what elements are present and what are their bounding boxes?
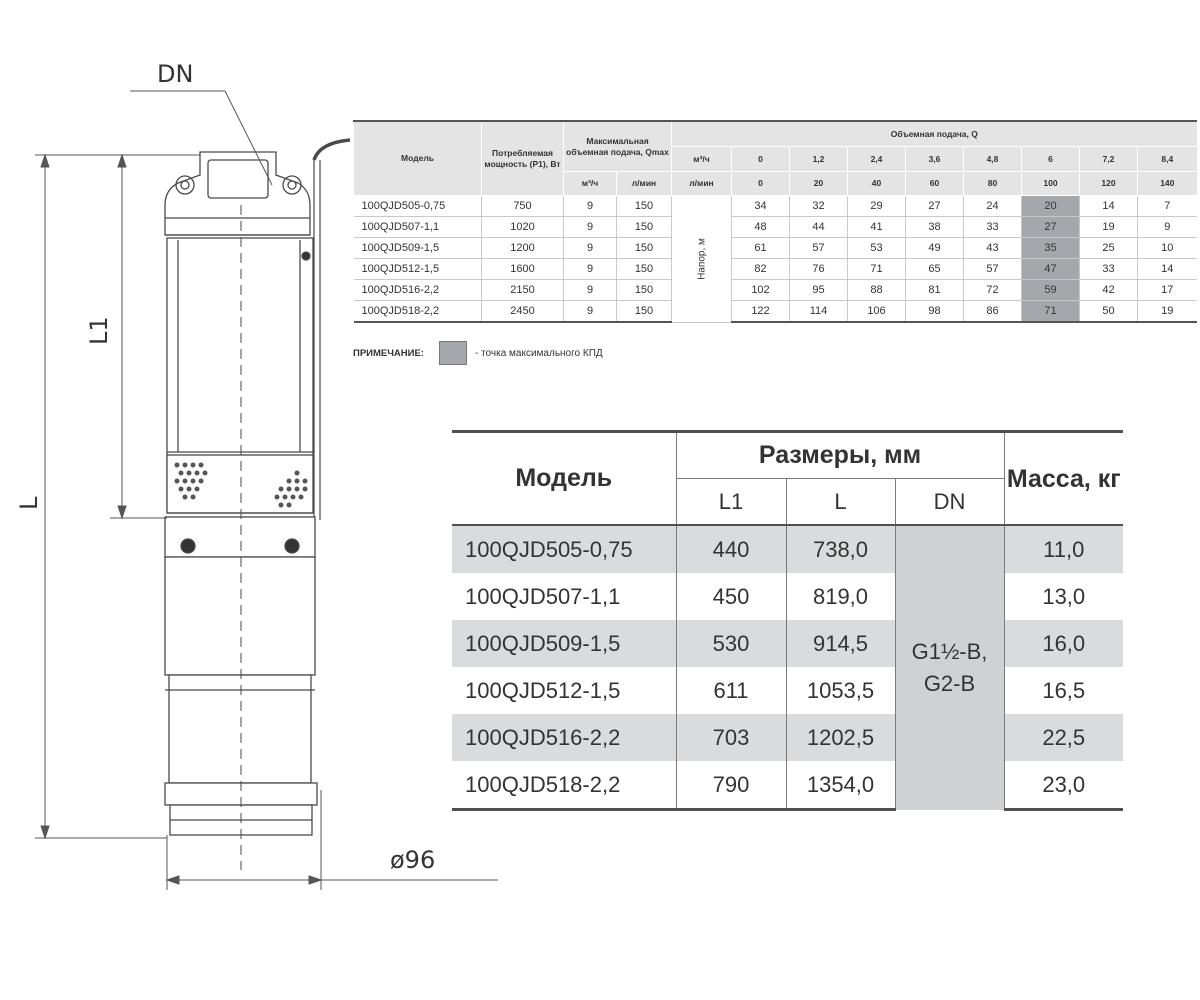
max-efficiency-swatch: [439, 341, 467, 365]
dim-l1-cell: 611: [676, 667, 786, 714]
dim-mass-cell: 13,0: [1004, 573, 1123, 620]
dim-table-row: [452, 525, 1123, 573]
dim-model-cell: 100QJD512-1,5: [465, 677, 621, 703]
dim-header-l1: L1: [676, 479, 786, 526]
dim-header-sizes: Размеры, мм: [676, 432, 1004, 479]
head-axis-label: [672, 196, 732, 323]
dim-l-cell: 819,0: [786, 573, 895, 620]
perf-header-qmax: Максимальная объемная подача, Qmax: [564, 121, 672, 172]
dim-mass-cell: 11,0: [1004, 525, 1123, 573]
perf-power-cell: 2150: [482, 280, 564, 301]
flow-lmin-value: 0: [732, 172, 790, 196]
dim-table-row: [452, 620, 1123, 667]
flow-m3h-value: 1,2: [790, 147, 848, 172]
perf-head-cell: 9: [1138, 217, 1197, 238]
perf-head-cell: 42: [1080, 280, 1138, 301]
perf-head-cell: 71: [1022, 301, 1080, 323]
perf-header-model: Модель: [354, 121, 482, 196]
dim-l1-cell: 440: [676, 525, 786, 573]
perf-qmax-m3h-cell: 9: [564, 301, 617, 323]
cable: [314, 140, 350, 160]
dim-l1-cell: 703: [676, 714, 786, 761]
perf-model-cell: 100QJD512-1,5: [354, 259, 482, 280]
perf-model-cell: 100QJD509-1,5: [354, 238, 482, 259]
flow-lmin-value: 120: [1080, 172, 1138, 196]
perf-head-cell: 48: [732, 217, 790, 238]
perf-head-cell: 81: [906, 280, 964, 301]
perf-qmax-m3h-cell: 9: [564, 259, 617, 280]
flow-m3h-value: 0: [732, 147, 790, 172]
perf-head-cell: 14: [1080, 196, 1138, 217]
perf-head-cell: 38: [906, 217, 964, 238]
perf-head-cell: 50: [1080, 301, 1138, 323]
perf-head-cell: 24: [964, 196, 1022, 217]
dim-header-l: L: [786, 479, 895, 526]
perf-head-cell: 59: [1022, 280, 1080, 301]
dn-value-line1: G1½-B,: [911, 638, 988, 664]
perf-head-cell: 122: [732, 301, 790, 323]
dim-l1-cell: 790: [676, 761, 786, 810]
perf-head-cell: 27: [906, 196, 964, 217]
dim-model-cell: 100QJD518-2,2: [452, 761, 676, 810]
dim-l1-cell: 450: [676, 573, 786, 620]
perf-header-flow: Объемная подача, Q: [672, 121, 1197, 147]
flow-lmin-value: 100: [1022, 172, 1080, 196]
perf-head-cell: 49: [906, 238, 964, 259]
perf-head-cell: 106: [848, 301, 906, 323]
perf-head-cell: 34: [732, 196, 790, 217]
perf-head-cell: 14: [1138, 259, 1197, 280]
perf-table-row: [354, 196, 1197, 217]
head-axis-text: Напор, м: [696, 237, 707, 280]
dim-dn-cell: [895, 525, 1004, 810]
l1-label: L1: [85, 316, 113, 345]
perf-head-cell: 61: [732, 238, 790, 259]
perf-qmax-m3h-cell: 9: [564, 280, 617, 301]
perf-head-cell: 98: [906, 301, 964, 323]
perf-head-cell: 43: [964, 238, 1022, 259]
dim-mass-cell: 16,0: [1004, 620, 1123, 667]
perf-model-cell: 100QJD518-2,2: [354, 301, 482, 323]
flow-m3h-value: 7,2: [1080, 147, 1138, 172]
flow-m3h-value: 4,8: [964, 147, 1022, 172]
diameter-label: ø96: [390, 846, 436, 874]
perf-header-power: Потребляемая мощность (P1), Вт: [482, 121, 564, 196]
l-label: L: [15, 496, 43, 510]
perf-qmax-m3h-cell: 9: [564, 196, 617, 217]
perf-head-cell: 53: [848, 238, 906, 259]
dimensions-table: [452, 430, 1123, 811]
dim-header-model: Модель: [452, 432, 676, 526]
perf-model-cell: 100QJD516-2,2: [354, 280, 482, 301]
dim-header-mass: Масса, кг: [1004, 432, 1123, 526]
flow-m3h-value: 6: [1022, 147, 1080, 172]
legend-note: [353, 341, 603, 365]
perf-head-cell: 71: [848, 259, 906, 280]
perf-power-cell: 1200: [482, 238, 564, 259]
perf-qmax-lmin-cell: 150: [617, 259, 672, 280]
perf-power-cell: 2450: [482, 301, 564, 323]
dim-model-cell: 100QJD509-1,5: [452, 620, 676, 667]
flow-lmin-value: 60: [906, 172, 964, 196]
flow-unit-m3h: м³/ч: [672, 147, 732, 172]
dim-l1-cell: 530: [676, 620, 786, 667]
perf-qmax-lmin-cell: 150: [617, 301, 672, 323]
perf-qmax-m3h-cell: 9: [564, 217, 617, 238]
perf-head-cell: 44: [790, 217, 848, 238]
perf-head-cell: 57: [964, 259, 1022, 280]
perf-head-cell: 76: [790, 259, 848, 280]
perf-head-cell: 72: [964, 280, 1022, 301]
perf-model-cell: 100QJD507-1,1: [354, 217, 482, 238]
flow-m3h-value: 3,6: [906, 147, 964, 172]
dim-mass-cell: 23,0: [1004, 761, 1123, 810]
perf-head-cell: 32: [790, 196, 848, 217]
dim-table-row: [452, 667, 1123, 714]
perf-table-row: [354, 217, 1197, 238]
perf-model-cell: 100QJD505-0,75: [354, 196, 482, 217]
dim-table-row: [452, 761, 1123, 810]
perf-head-cell: 95: [790, 280, 848, 301]
perf-table-row: [354, 238, 1197, 259]
perf-power-cell: 1600: [482, 259, 564, 280]
perf-head-cell: 20: [1022, 196, 1080, 217]
flow-m3h-value: 2,4: [848, 147, 906, 172]
dim-l-cell: 738,0: [786, 525, 895, 573]
perf-power-cell: 1020: [482, 217, 564, 238]
perf-head-cell: 19: [1138, 301, 1197, 323]
flow-lmin-value: 140: [1138, 172, 1197, 196]
perf-qmax-m3h-cell: 9: [564, 238, 617, 259]
performance-table: [353, 120, 1197, 323]
perf-head-cell: 27: [1022, 217, 1080, 238]
dim-mass-cell: 16,5: [1004, 667, 1123, 714]
perf-head-cell: 7: [1138, 196, 1197, 217]
dim-model-cell: 100QJD505-0,75: [452, 525, 676, 573]
perf-head-cell: 10: [1138, 238, 1197, 259]
qmax-unit-lmin-2: л/мин: [617, 172, 672, 196]
flow-lmin-value: 80: [964, 172, 1022, 196]
perf-head-cell: 17: [1138, 280, 1197, 301]
perf-head-cell: 19: [1080, 217, 1138, 238]
dim-model-cell: 100QJD507-1,1: [465, 583, 621, 609]
dim-l-cell: 1202,5: [786, 714, 895, 761]
perf-head-cell: 25: [1080, 238, 1138, 259]
perf-head-cell: 29: [848, 196, 906, 217]
dim-table-row: [452, 714, 1123, 761]
perf-power-cell: 750: [482, 196, 564, 217]
dim-l-cell: 914,5: [786, 620, 895, 667]
flow-lmin-value: 20: [790, 172, 848, 196]
dim-model-cell: 100QJD516-2,2: [452, 714, 676, 761]
perf-head-cell: 35: [1022, 238, 1080, 259]
perf-head-cell: 102: [732, 280, 790, 301]
perf-qmax-lmin-cell: 150: [617, 196, 672, 217]
perf-table-row: [354, 259, 1197, 280]
dim-l-cell: 1053,5: [786, 667, 895, 714]
perf-table-row: [354, 280, 1197, 301]
perf-head-cell: 82: [732, 259, 790, 280]
perf-head-cell: 65: [906, 259, 964, 280]
perf-head-cell: 86: [964, 301, 1022, 323]
perf-head-cell: 33: [964, 217, 1022, 238]
perf-head-cell: 114: [790, 301, 848, 323]
perf-head-cell: 57: [790, 238, 848, 259]
dim-header-dn: DN: [895, 479, 1004, 526]
perf-qmax-lmin-cell: 150: [617, 217, 672, 238]
dim-l-cell: 1354,0: [786, 761, 895, 810]
perf-head-cell: 47: [1022, 259, 1080, 280]
note-label: ПРИМЕЧАНИЕ:: [353, 347, 424, 359]
perf-head-cell: 88: [848, 280, 906, 301]
perf-qmax-lmin-cell: 150: [617, 238, 672, 259]
dn-label: DN: [157, 60, 194, 88]
qmax-unit-m3h-2: м³/ч: [564, 172, 617, 196]
note-text: - точка максимального КПД: [474, 347, 603, 359]
perf-head-cell: 33: [1080, 259, 1138, 280]
dim-table-row: [452, 573, 1123, 620]
flow-unit-lmin: л/мин: [672, 172, 732, 196]
perf-qmax-lmin-cell: 150: [617, 280, 672, 301]
dim-mass-cell: 22,5: [1004, 714, 1123, 761]
perf-head-cell: 41: [848, 217, 906, 238]
dn-value-line2: G2-B: [923, 670, 976, 696]
flow-m3h-value: 8,4: [1138, 147, 1197, 172]
perf-table-row: [354, 301, 1197, 323]
flow-lmin-value: 40: [848, 172, 906, 196]
